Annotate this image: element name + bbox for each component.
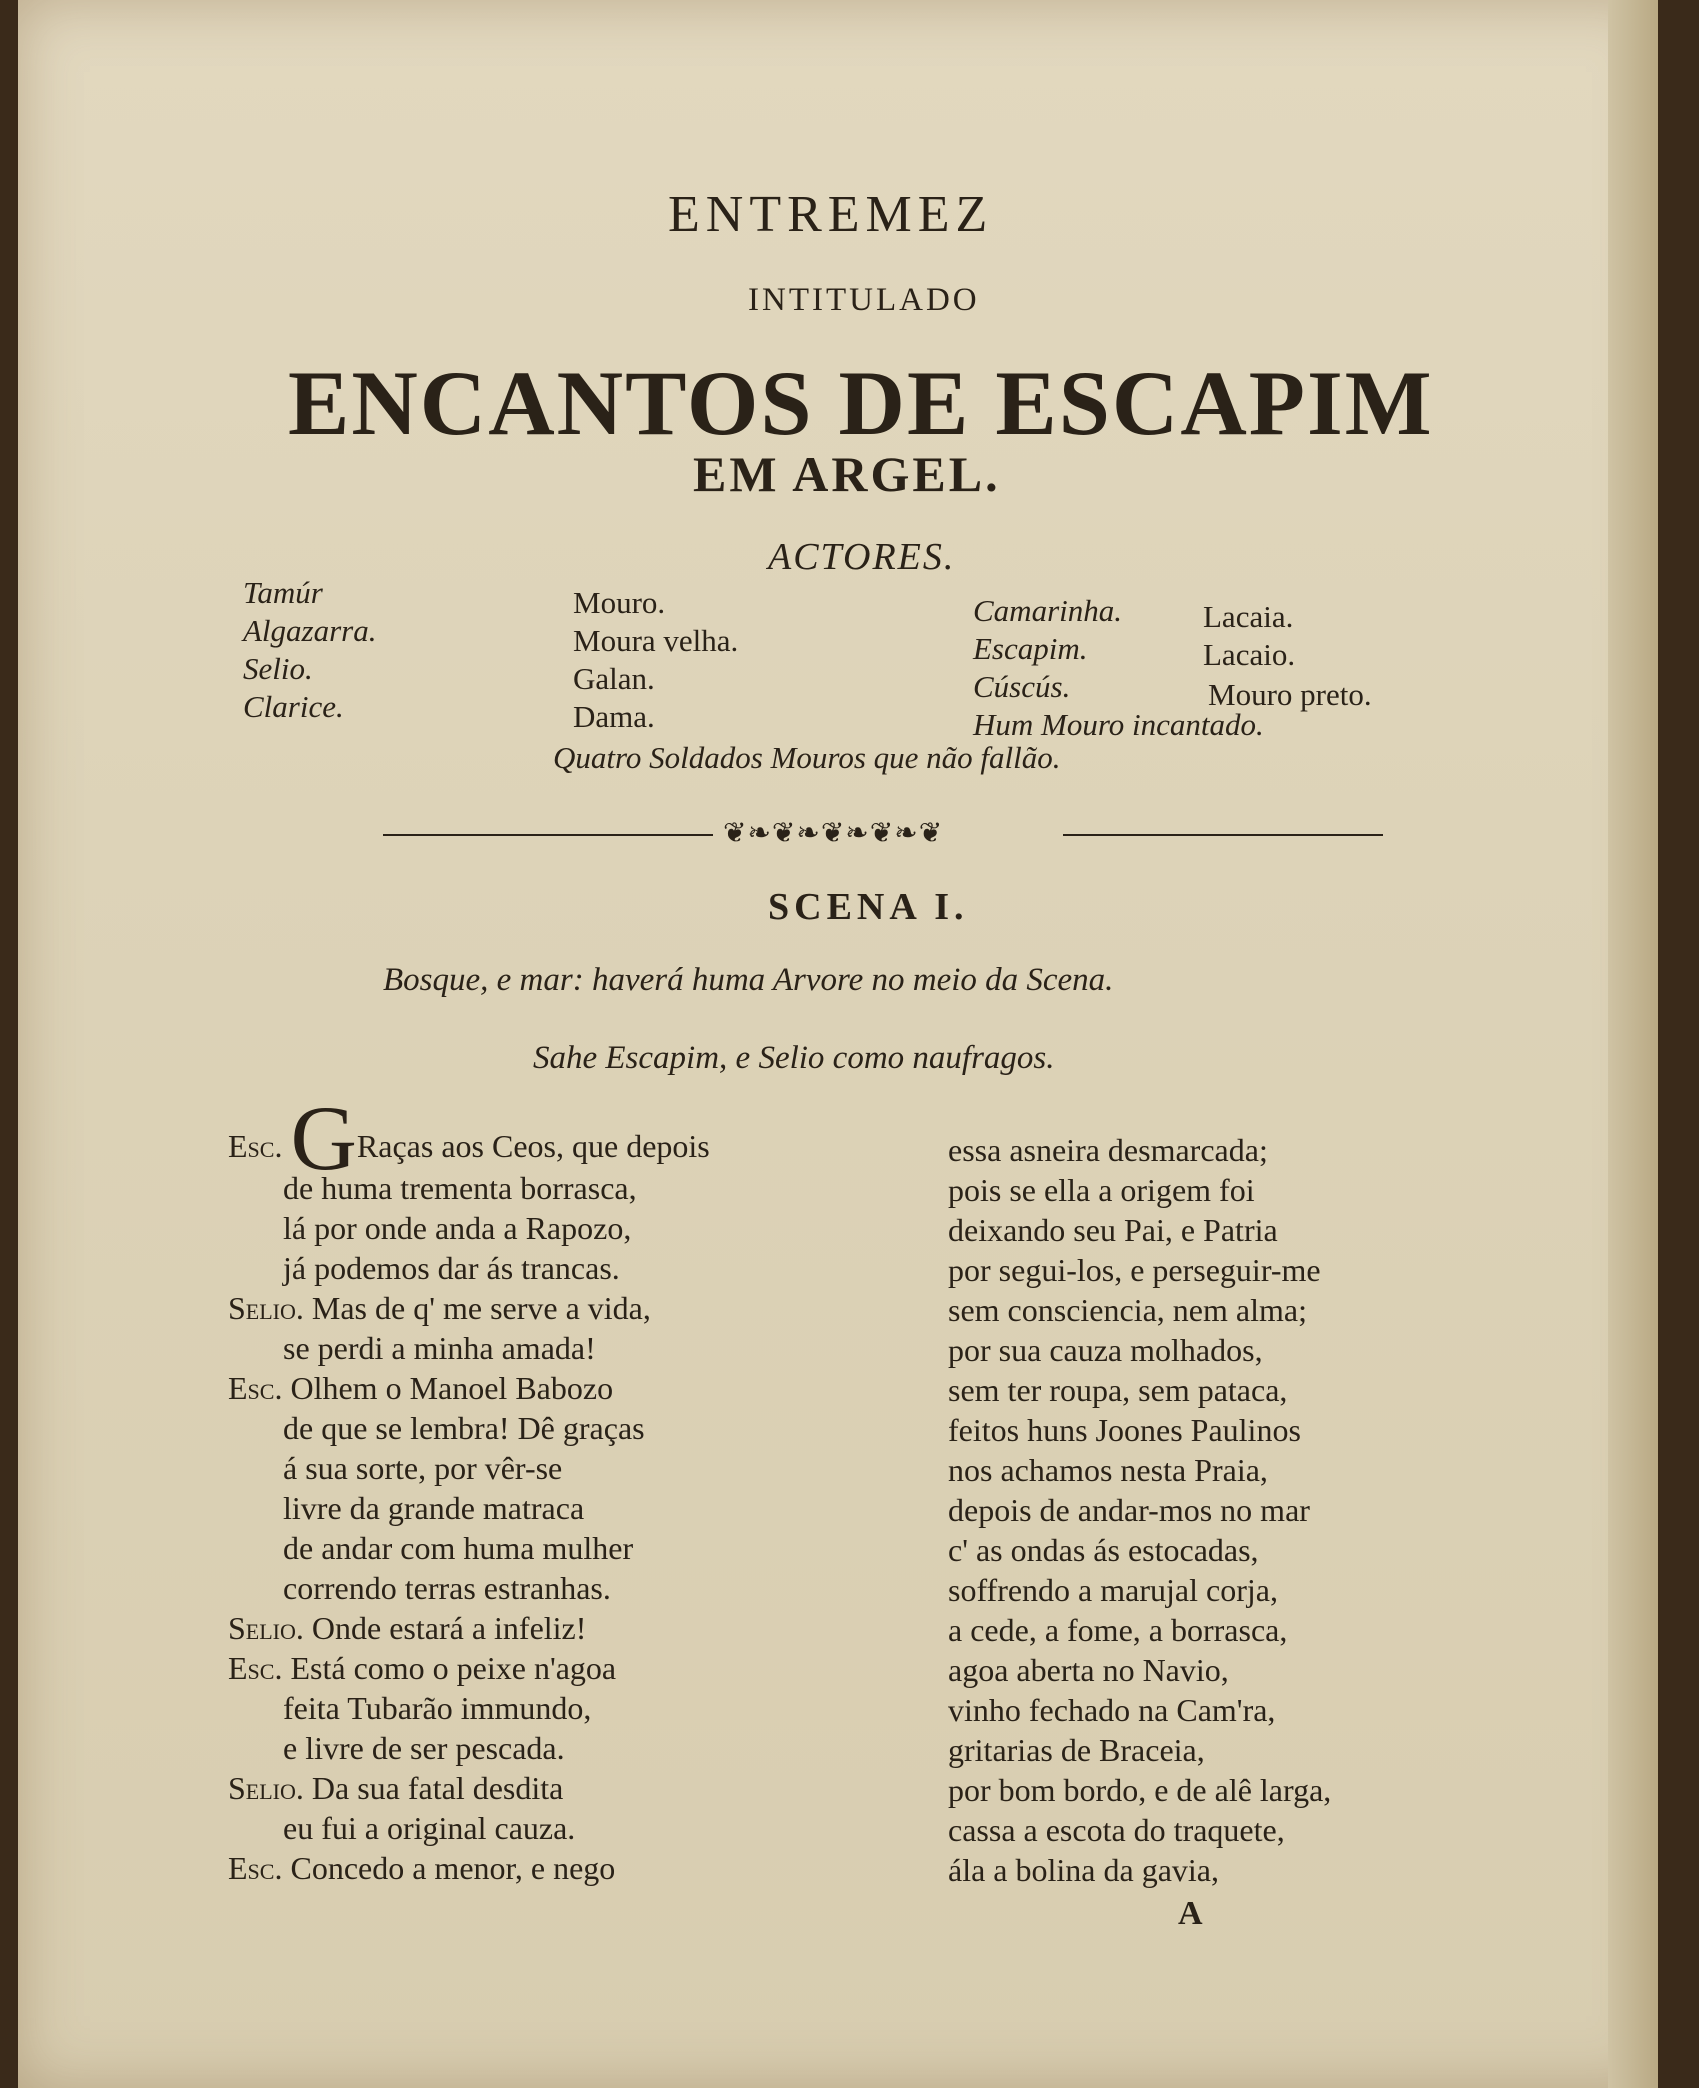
- speaker: Esc.: [228, 1650, 283, 1686]
- line-text: Raças aos Ceos, que depois: [356, 1128, 710, 1164]
- line-text: eu fui a original cauza.: [283, 1810, 576, 1846]
- actors-extra: Quatro Soldados Mouros que não fallão.: [553, 740, 1061, 775]
- dialogue-line: deixando seu Pai, e Patria: [948, 1212, 1278, 1248]
- speaker: Selio.: [228, 1290, 304, 1326]
- actor-role: Mouro preto.: [1208, 677, 1372, 712]
- actor-name: Escapim.: [973, 631, 1088, 666]
- page-edge: [1608, 0, 1658, 2088]
- line-text: feita Tubarão immundo,: [283, 1690, 592, 1726]
- speaker: Selio.: [228, 1610, 304, 1646]
- title-main: ENCANTOS DE ESCAPIM: [288, 352, 1434, 454]
- dialogue-line: sem ter roupa, sem pataca,: [948, 1372, 1288, 1408]
- actor-role: Mouro.: [573, 585, 666, 620]
- line-text: de que se lembra! Dê graças: [283, 1410, 645, 1446]
- speaker: Esc.: [228, 1850, 283, 1886]
- actor-role: Lacaia.: [1203, 599, 1294, 634]
- dialogue-line: por segui-los, e perseguir-me: [948, 1252, 1321, 1288]
- actor-role: Dama.: [573, 699, 655, 734]
- dialogue-line: [228, 1528, 710, 1568]
- dialogue-line: feitos huns Joones Paulinos: [948, 1412, 1301, 1448]
- line-text: livre da grande matraca: [283, 1490, 585, 1526]
- dialogue-line: nos achamos nesta Praia,: [948, 1452, 1268, 1488]
- stage-direction: Sahe Escapim, e Selio como naufragos.: [533, 1040, 1055, 1076]
- signature-mark: A: [1178, 1895, 1203, 1932]
- dialogue-line: [228, 1328, 710, 1368]
- ornament-glyphs: ❦❧❦❧❦❧❦❧❦: [723, 816, 944, 849]
- ornament-line-left: [383, 834, 713, 836]
- dialogue-line: [228, 1208, 710, 1248]
- book-page: [18, 0, 1658, 2088]
- dialogue-line: [228, 1648, 710, 1688]
- dialogue-line: [228, 1488, 710, 1528]
- actors-heading: ACTORES.: [768, 536, 956, 578]
- title-subtitle: EM ARGEL.: [693, 446, 1001, 502]
- dialogue-line: vinho fechado na Cam'ra,: [948, 1692, 1276, 1728]
- ornament-line-right: [1063, 834, 1383, 836]
- line-text: Mas de q' me serve a vida,: [311, 1290, 651, 1326]
- dialogue-line: cassa a escota do traquete,: [948, 1812, 1285, 1848]
- line-text: e livre de ser pescada.: [283, 1730, 565, 1766]
- actor-name: Camarinha.: [973, 593, 1122, 628]
- dialogue-line: [228, 1248, 710, 1288]
- speaker: Esc.: [228, 1370, 283, 1406]
- scene-title: SCENA I.: [768, 886, 969, 928]
- line-text: Onde estará a infeliz!: [311, 1610, 587, 1646]
- ornament-divider: [363, 816, 1403, 849]
- stage-direction: Bosque, e mar: haverá huma Arvore no meio da Scena.: [383, 962, 1114, 998]
- line-text: correndo terras estranhas.: [283, 1570, 611, 1606]
- line-text: Está como o peixe n'agoa: [290, 1650, 617, 1686]
- dialogue-left-column: [228, 1087, 710, 1888]
- title-intitulado: INTITULADO: [748, 282, 980, 318]
- line-text: Concedo a menor, e nego: [290, 1850, 616, 1886]
- actor-name: Tamúr: [243, 575, 323, 610]
- dialogue-line: [228, 1768, 710, 1808]
- actor-name: Cúscús.: [973, 669, 1071, 704]
- dialogue-line: [228, 1688, 710, 1728]
- dialogue-line: [228, 1368, 710, 1408]
- actor-role: Galan.: [573, 661, 655, 696]
- actor-name: Selio.: [243, 651, 313, 686]
- line-text: á sua sorte, por vêr-se: [283, 1450, 563, 1486]
- dialogue-line: agoa aberta no Navio,: [948, 1652, 1229, 1688]
- actor-name: Clarice.: [243, 689, 344, 724]
- dialogue-line: [228, 1408, 710, 1448]
- dialogue-line: [228, 1848, 710, 1888]
- speaker: Selio.: [228, 1770, 304, 1806]
- actor-name: Algazarra.: [243, 613, 377, 648]
- speaker: Esc.: [228, 1128, 283, 1164]
- dialogue-line: a cede, a fome, a borrasca,: [948, 1612, 1288, 1648]
- dialogue-line: essa asneira desmarcada;: [948, 1132, 1268, 1168]
- dialogue-line: sem consciencia, nem alma;: [948, 1292, 1307, 1328]
- dialogue-line: gritarias de Braceia,: [948, 1732, 1205, 1768]
- line-text: lá por onde anda a Rapozo,: [283, 1210, 632, 1246]
- dialogue-line: [228, 1288, 710, 1328]
- drop-cap: G: [290, 1087, 357, 1189]
- dialogue-line: [228, 1568, 710, 1608]
- dialogue-line: depois de andar-mos no mar: [948, 1492, 1310, 1528]
- dialogue-line: [228, 1608, 710, 1648]
- dialogue-line: [228, 1808, 710, 1848]
- dialogue-line: [228, 1728, 710, 1768]
- dialogue-line: por sua cauza molhados,: [948, 1332, 1263, 1368]
- dialogue-line: pois se ella a origem foi: [948, 1172, 1255, 1208]
- dialogue-line: soffrendo a marujal corja,: [948, 1572, 1278, 1608]
- dialogue-line: ála a bolina da gavia,: [948, 1852, 1219, 1888]
- actor-role: Lacaio.: [1203, 637, 1296, 672]
- line-text: já podemos dar ás trancas.: [283, 1250, 620, 1286]
- title-entremez: ENTREMEZ: [668, 186, 994, 243]
- dialogue-line: c' as ondas ás estocadas,: [948, 1532, 1259, 1568]
- line-text: de andar com huma mulher: [283, 1530, 634, 1566]
- line-text: de huma trementa borrasca,: [283, 1170, 637, 1206]
- line-text: se perdi a minha amada!: [283, 1330, 596, 1366]
- dialogue-line: [228, 1448, 710, 1488]
- actor-role: Moura velha.: [573, 623, 739, 658]
- dialogue-line: por bom bordo, e de alê larga,: [948, 1772, 1332, 1808]
- line-text: Olhem o Manoel Babozo: [290, 1370, 614, 1406]
- line-text: Da sua fatal desdita: [311, 1770, 564, 1806]
- dialogue-right-column: [948, 1130, 1331, 1890]
- dialogue-line: [228, 1168, 710, 1208]
- actor-name: Hum Mouro incantado.: [973, 707, 1264, 742]
